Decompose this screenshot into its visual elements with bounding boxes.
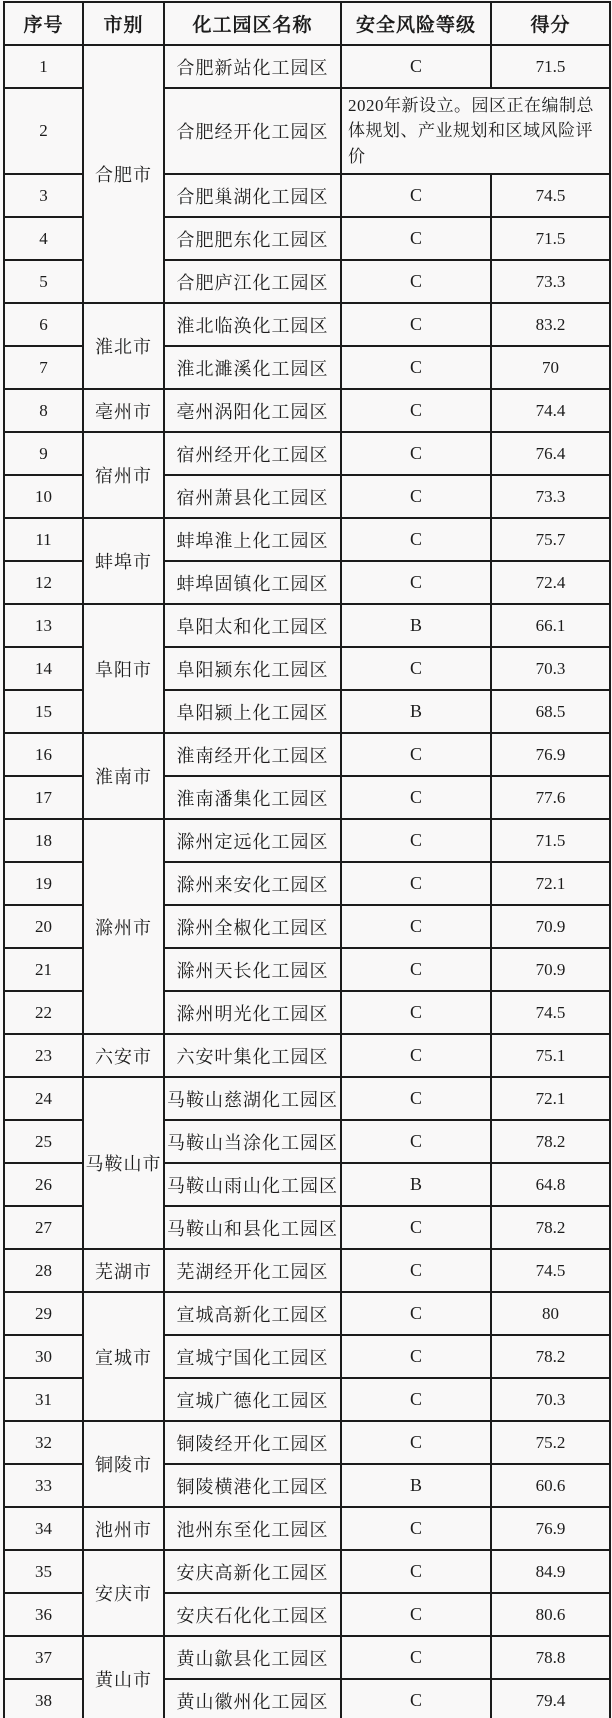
park-name-cell: 宿州经开化工园区 [164,432,341,475]
score-cell: 77.6 [491,776,610,819]
risk-grade-cell: C [341,475,491,518]
row-index-cell: 13 [4,604,83,647]
score-cell: 72.1 [491,862,610,905]
table-row [4,1292,610,1335]
risk-grade-cell: C [341,733,491,776]
park-name-cell: 淮南潘集化工园区 [164,776,341,819]
park-name-cell: 蚌埠淮上化工园区 [164,518,341,561]
row-index-cell: 9 [4,432,83,475]
park-name-cell: 滁州明光化工园区 [164,991,341,1034]
row-index-cell: 22 [4,991,83,1034]
risk-grade-cell: C [341,561,491,604]
row-index-cell: 6 [4,303,83,346]
park-name-cell: 蚌埠固镇化工园区 [164,561,341,604]
row-index-cell: 4 [4,217,83,260]
table-row [4,389,610,432]
table-row [4,1034,610,1077]
city-cell: 铜陵市 [83,1421,164,1507]
park-name-cell: 马鞍山和县化工园区 [164,1206,341,1249]
park-name-cell: 阜阳颍东化工园区 [164,647,341,690]
score-cell: 74.5 [491,1249,610,1292]
score-cell: 76.9 [491,733,610,776]
row-index-cell: 21 [4,948,83,991]
header-cell-risk: 安全风险等级 [341,2,491,45]
city-cell: 安庆市 [83,1550,164,1636]
score-cell: 64.8 [491,1163,610,1206]
risk-grade-cell: C [341,1206,491,1249]
table-row [4,1507,610,1550]
score-cell: 70.9 [491,948,610,991]
row-index-cell: 23 [4,1034,83,1077]
city-cell: 芜湖市 [83,1249,164,1292]
city-cell: 淮北市 [83,303,164,389]
risk-grade-cell: C [341,1077,491,1120]
header-cell-score: 得分 [491,2,610,45]
row-index-cell: 35 [4,1550,83,1593]
header-cell-park: 化工园区名称 [164,2,341,45]
risk-grade-cell: C [341,1335,491,1378]
score-cell: 76.4 [491,432,610,475]
table-row [4,518,610,561]
score-cell: 79.4 [491,1679,610,1718]
table-row [4,1550,610,1593]
park-name-cell: 阜阳颍上化工园区 [164,690,341,733]
score-cell: 70.3 [491,1378,610,1421]
score-cell: 66.1 [491,604,610,647]
score-cell: 74.5 [491,991,610,1034]
risk-grade-cell: C [341,1378,491,1421]
table-header [4,2,610,45]
row-index-cell: 17 [4,776,83,819]
row-index-cell: 8 [4,389,83,432]
risk-grade-cell: C [341,819,491,862]
park-name-cell: 马鞍山雨山化工园区 [164,1163,341,1206]
risk-grade-cell: B [341,690,491,733]
risk-grade-cell: C [341,45,491,88]
city-cell: 马鞍山市 [83,1077,164,1249]
score-cell: 83.2 [491,303,610,346]
score-cell: 74.5 [491,174,610,217]
score-cell: 73.3 [491,475,610,518]
park-name-cell: 马鞍山当涂化工园区 [164,1120,341,1163]
risk-grade-cell: C [341,346,491,389]
park-name-cell: 池州东至化工园区 [164,1507,341,1550]
score-cell: 72.1 [491,1077,610,1120]
table-row [4,819,610,862]
park-name-cell: 铜陵经开化工园区 [164,1421,341,1464]
score-cell: 76.9 [491,1507,610,1550]
risk-grade-cell: C [341,991,491,1034]
row-index-cell: 31 [4,1378,83,1421]
city-cell: 合肥市 [83,45,164,303]
note-cell: 2020年新设立。园区正在编制总体规划、产业规划和区域风险评价 [341,88,610,174]
row-index-cell: 38 [4,1679,83,1718]
table-row [4,1249,610,1292]
park-name-cell: 马鞍山慈湖化工园区 [164,1077,341,1120]
score-cell: 72.4 [491,561,610,604]
park-name-cell: 阜阳太和化工园区 [164,604,341,647]
row-index-cell: 20 [4,905,83,948]
risk-grade-cell: C [341,948,491,991]
score-cell: 71.5 [491,217,610,260]
risk-grade-cell: C [341,174,491,217]
row-index-cell: 19 [4,862,83,905]
row-index-cell: 5 [4,260,83,303]
park-name-cell: 淮南经开化工园区 [164,733,341,776]
park-name-cell: 六安叶集化工园区 [164,1034,341,1077]
row-index-cell: 10 [4,475,83,518]
park-name-cell: 安庆石化化工园区 [164,1593,341,1636]
park-name-cell: 合肥庐江化工园区 [164,260,341,303]
row-index-cell: 24 [4,1077,83,1120]
risk-grade-cell: C [341,1034,491,1077]
score-cell: 80.6 [491,1593,610,1636]
city-cell: 宿州市 [83,432,164,518]
score-cell: 78.2 [491,1206,610,1249]
row-index-cell: 37 [4,1636,83,1679]
park-name-cell: 宿州萧县化工园区 [164,475,341,518]
park-name-cell: 滁州天长化工园区 [164,948,341,991]
row-index-cell: 36 [4,1593,83,1636]
risk-grade-cell: C [341,1550,491,1593]
city-cell: 滁州市 [83,819,164,1034]
city-cell: 池州市 [83,1507,164,1550]
row-index-cell: 18 [4,819,83,862]
risk-grade-cell: C [341,1292,491,1335]
score-cell: 78.8 [491,1636,610,1679]
risk-grade-cell: B [341,1464,491,1507]
park-name-cell: 芜湖经开化工园区 [164,1249,341,1292]
score-cell: 74.4 [491,389,610,432]
row-index-cell: 34 [4,1507,83,1550]
park-name-cell: 宣城广德化工园区 [164,1378,341,1421]
park-name-cell: 黄山徽州化工园区 [164,1679,341,1718]
score-cell: 71.5 [491,819,610,862]
score-cell: 75.7 [491,518,610,561]
park-name-cell: 滁州全椒化工园区 [164,905,341,948]
row-index-cell: 2 [4,88,83,174]
city-cell: 黄山市 [83,1636,164,1718]
city-cell: 淮南市 [83,733,164,819]
risk-grade-cell: C [341,1421,491,1464]
row-index-cell: 16 [4,733,83,776]
park-name-cell: 滁州来安化工园区 [164,862,341,905]
risk-grade-cell: C [341,1679,491,1718]
header-cell-index: 序号 [4,2,83,45]
header-row [4,2,610,45]
city-cell: 宣城市 [83,1292,164,1421]
table-row [4,45,610,88]
risk-grade-cell: C [341,1593,491,1636]
risk-grade-cell: B [341,1163,491,1206]
table-row [4,1421,610,1464]
risk-grade-cell: C [341,905,491,948]
score-cell: 70 [491,346,610,389]
chemical-parks-table [3,1,611,1718]
row-index-cell: 12 [4,561,83,604]
row-index-cell: 7 [4,346,83,389]
score-cell: 78.2 [491,1335,610,1378]
score-cell: 75.2 [491,1421,610,1464]
row-index-cell: 33 [4,1464,83,1507]
score-cell: 78.2 [491,1120,610,1163]
city-cell: 阜阳市 [83,604,164,733]
row-index-cell: 32 [4,1421,83,1464]
score-cell: 70.3 [491,647,610,690]
header-cell-city: 市别 [83,2,164,45]
table-row [4,432,610,475]
score-cell: 70.9 [491,905,610,948]
score-cell: 75.1 [491,1034,610,1077]
score-cell: 71.5 [491,45,610,88]
row-index-cell: 26 [4,1163,83,1206]
score-cell: 60.6 [491,1464,610,1507]
risk-grade-cell: C [341,1636,491,1679]
park-name-cell: 合肥新站化工园区 [164,45,341,88]
park-name-cell: 淮北濉溪化工园区 [164,346,341,389]
table-row [4,604,610,647]
table-row [4,733,610,776]
risk-grade-cell: C [341,647,491,690]
park-name-cell: 宣城高新化工园区 [164,1292,341,1335]
park-name-cell: 合肥肥东化工园区 [164,217,341,260]
row-index-cell: 29 [4,1292,83,1335]
table-body [4,45,610,1718]
score-cell: 68.5 [491,690,610,733]
row-index-cell: 11 [4,518,83,561]
risk-grade-cell: C [341,303,491,346]
risk-grade-cell: B [341,604,491,647]
row-index-cell: 1 [4,45,83,88]
risk-grade-cell: C [341,776,491,819]
table-row [4,303,610,346]
risk-grade-cell: C [341,862,491,905]
park-name-cell: 淮北临涣化工园区 [164,303,341,346]
risk-grade-cell: C [341,217,491,260]
score-cell: 73.3 [491,260,610,303]
park-name-cell: 安庆高新化工园区 [164,1550,341,1593]
park-name-cell: 黄山歙县化工园区 [164,1636,341,1679]
row-index-cell: 30 [4,1335,83,1378]
table-row [4,1636,610,1679]
row-index-cell: 25 [4,1120,83,1163]
risk-grade-cell: C [341,1249,491,1292]
risk-grade-cell: C [341,432,491,475]
table-row [4,1077,610,1120]
city-cell: 蚌埠市 [83,518,164,604]
city-cell: 六安市 [83,1034,164,1077]
park-name-cell: 宣城宁国化工园区 [164,1335,341,1378]
park-name-cell: 亳州涡阳化工园区 [164,389,341,432]
risk-grade-cell: C [341,260,491,303]
park-name-cell: 合肥巢湖化工园区 [164,174,341,217]
risk-grade-cell: C [341,518,491,561]
park-name-cell: 合肥经开化工园区 [164,88,341,174]
row-index-cell: 3 [4,174,83,217]
risk-grade-cell: C [341,389,491,432]
risk-grade-cell: C [341,1120,491,1163]
row-index-cell: 15 [4,690,83,733]
score-cell: 84.9 [491,1550,610,1593]
park-name-cell: 铜陵横港化工园区 [164,1464,341,1507]
risk-grade-cell: C [341,1507,491,1550]
row-index-cell: 27 [4,1206,83,1249]
score-cell: 80 [491,1292,610,1335]
row-index-cell: 28 [4,1249,83,1292]
park-name-cell: 滁州定远化工园区 [164,819,341,862]
city-cell: 亳州市 [83,389,164,432]
row-index-cell: 14 [4,647,83,690]
